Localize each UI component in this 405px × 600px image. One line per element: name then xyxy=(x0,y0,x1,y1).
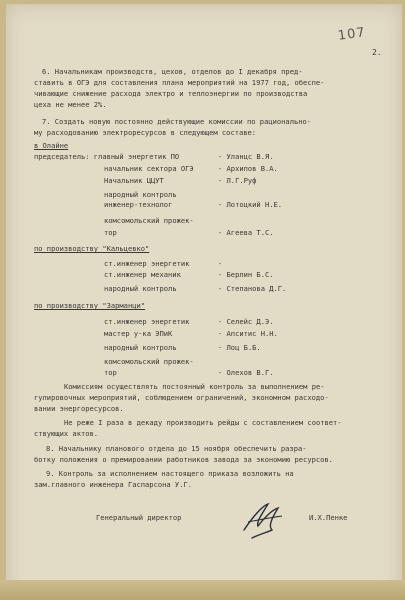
member-name: - Лоц Б.Б. xyxy=(218,343,261,352)
member-name: - Берлин Б.С. xyxy=(218,270,274,279)
member-role: мастер у-ка ЭПиК xyxy=(104,329,173,338)
paragraph9-line: 9. Контроль за исполнением настоящего приказа возложить на xyxy=(46,469,294,478)
signatory-title: Генеральный директор xyxy=(96,513,182,522)
member-role: ст.инженер энергетик xyxy=(104,317,190,326)
paragraph6-line: чивающие снижение расхода электро и теплоэнергии по производства xyxy=(34,89,308,98)
member-name: - Архипов В.А. xyxy=(218,164,278,173)
member-role: ст.инженер механик xyxy=(104,270,181,279)
member-role: комсомольский прожек- xyxy=(104,357,194,366)
member-role: председатель: главный энергетик ПО xyxy=(34,152,180,161)
member-name: - Уланцс В.Я. xyxy=(218,152,274,161)
member-role: инженер-технолог xyxy=(104,200,173,209)
section-title: по производству "Зарманци" xyxy=(34,301,146,310)
member-role: тор xyxy=(104,368,117,377)
member-role: начальник сектора ОГЭ xyxy=(104,164,194,173)
paragraph6-line: цеха не менее 2%. xyxy=(34,100,107,109)
paragraph6-line: ставить в ОГЭ для составления плана мероприятий на 1977 год, обеспе- xyxy=(34,78,325,87)
member-role: народный контроль xyxy=(104,284,177,293)
paragraph7-line: 7. Создать новую постоянно действующие комиссии по рационально- xyxy=(42,117,312,126)
member-role: комсомольский прожек- xyxy=(104,216,194,225)
section-title: в Олайне xyxy=(34,141,69,150)
member-name: - Олехов В.Г. xyxy=(218,368,274,377)
member-role: народный контроль xyxy=(104,343,177,352)
member-name: - Л.Г.Руф xyxy=(218,176,257,185)
commission-line: вании энергоресурсов. xyxy=(34,404,124,413)
page-number: 2. xyxy=(372,48,382,57)
commission-line: ствующих актов. xyxy=(34,429,99,438)
document-page xyxy=(6,4,402,600)
paper-edge xyxy=(0,580,405,600)
commission-line: Комиссиям осуществлять постоянный контроль за выполнением ре- xyxy=(64,382,325,391)
member-role: народный контроль xyxy=(104,190,177,199)
member-name: - Селейс Д.Э. xyxy=(218,317,274,326)
signatory-name: И.Х.Пенке xyxy=(309,513,348,522)
commission-line: гулировочных мероприятий, соблюдением ограничений, экономном расходо- xyxy=(34,393,329,402)
member-name: - Агеева Т.С. xyxy=(218,228,274,237)
member-role: тор xyxy=(104,228,117,237)
paragraph8-line: 8. Начальнику планового отдела до 15 ноября обеспечить разра- xyxy=(46,444,307,453)
paragraph6-line: 6. Начальникам производств, цехов, отделов до I декабря пред- xyxy=(42,67,303,76)
commission-line: Не реже I раза в декаду производить рейды с составлением соответ- xyxy=(64,418,342,427)
paragraph9-line: зам.главного инженера Гаспарсона У.Г. xyxy=(34,480,193,489)
member-role: Начальник ЦЦУТ xyxy=(104,176,164,185)
member-role: ст.инженер энергетик xyxy=(104,259,190,268)
paragraph7-line: му расходованию электроресурсов в следующем составе: xyxy=(34,128,257,137)
member-name: - xyxy=(218,259,223,268)
handwritten-signature xyxy=(238,500,288,543)
member-name: - Апситис Н.Н. xyxy=(218,329,278,338)
member-name: - Степанова Д.Г. xyxy=(218,284,287,293)
member-name: - Лотоцкий Н.Е. xyxy=(218,200,283,209)
paragraph8-line: ботку положения о премировании работников завода за экономию ресурсов. xyxy=(34,455,333,464)
section-title: по производству "Кальцевко" xyxy=(34,244,150,253)
archive-number: 107 xyxy=(337,25,367,44)
